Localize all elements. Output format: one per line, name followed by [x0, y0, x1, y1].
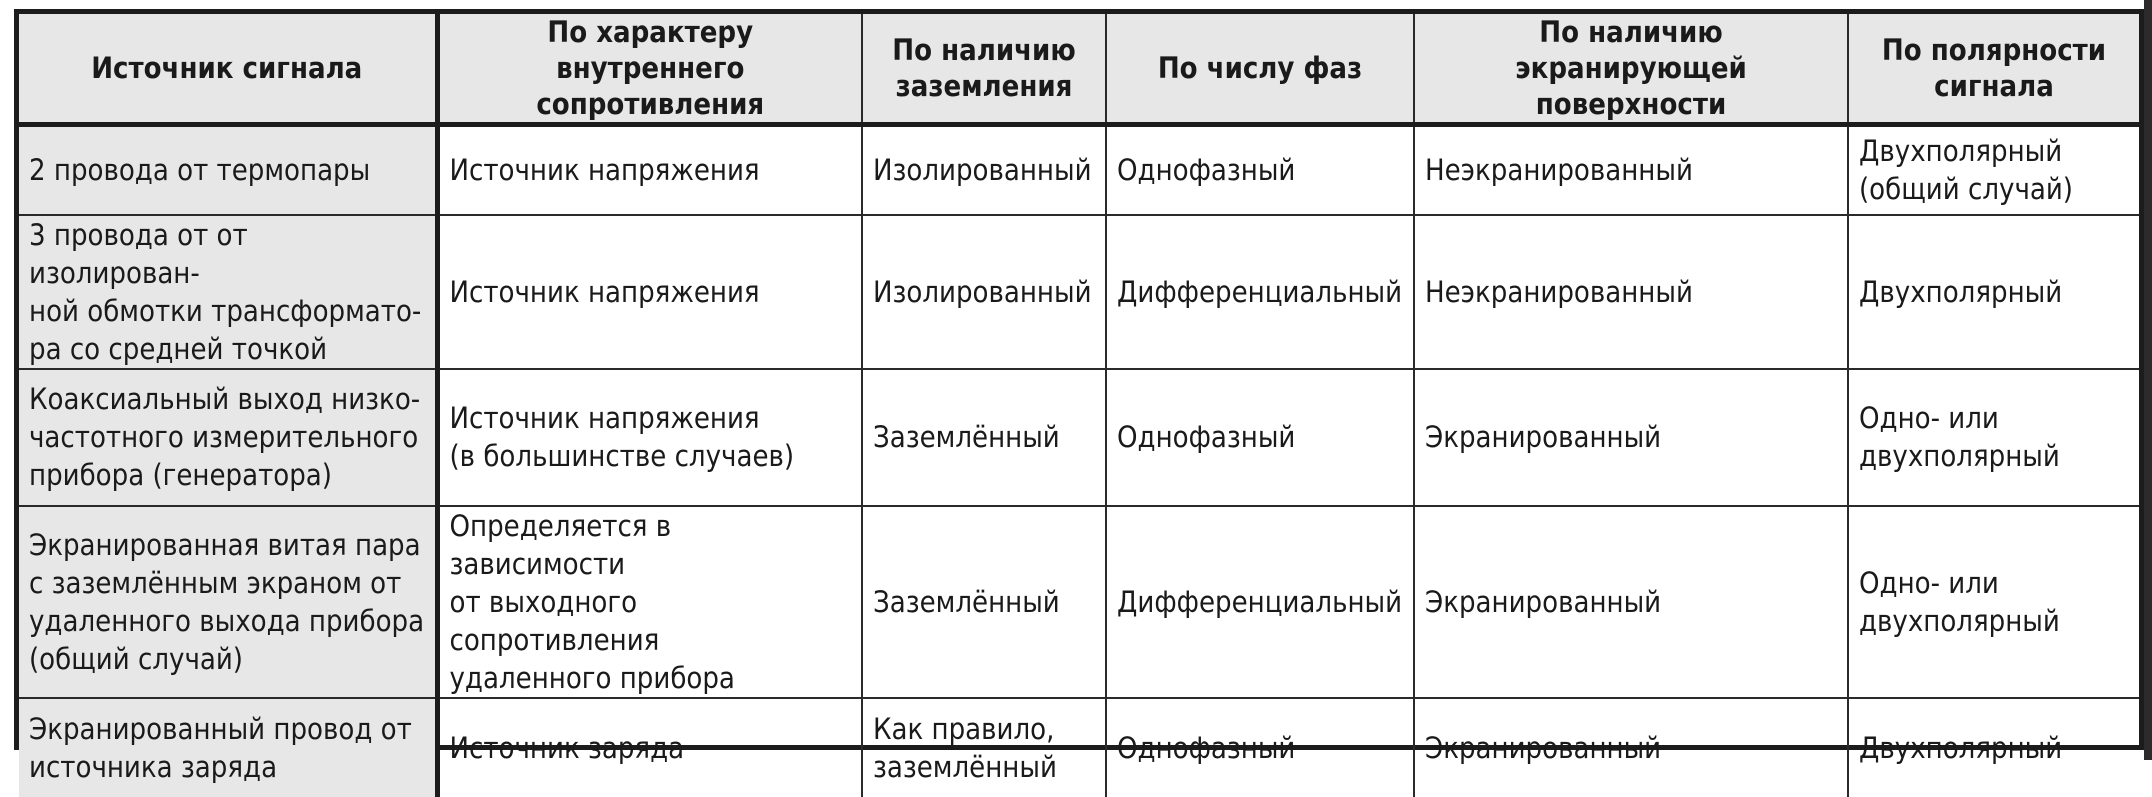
cell-polarity: Одно- или двухполярный — [1848, 369, 2139, 506]
cell-grounding: Заземлённый — [862, 506, 1106, 698]
cell-signal-source: Экранированная витая пара с заземлённым экраном от удаленного выхода прибора (общий случай) — [19, 506, 437, 698]
cell-polarity: Двухполярный (общий случай) — [1848, 125, 2139, 215]
cell-shielding: Неэкранированный — [1414, 215, 1848, 369]
table-header-row — [19, 14, 2139, 125]
cell-grounding: Изолированный — [862, 125, 1106, 215]
cell-grounding: Как правило, заземлённый — [862, 698, 1106, 797]
cell-shielding: Экранированный — [1414, 698, 1848, 797]
signal-source-table-frame — [14, 9, 2144, 784]
column-header-phase-count: По числу фаз — [1106, 14, 1414, 125]
cell-internal-resistance: Определяется в зависимости от выходного сопротивления удаленного прибора — [437, 506, 862, 698]
cell-signal-source: 3 провода от от изолирован- ной обмотки трансформато- ра со средней точкой — [19, 215, 437, 369]
table-row — [19, 506, 2139, 698]
cell-phase-count: Однофазный — [1106, 125, 1414, 215]
table-row — [19, 125, 2139, 215]
column-header-internal-resistance: По характеру внутреннего сопротивления — [437, 14, 862, 125]
column-header-polarity: По полярности сигнала — [1848, 14, 2139, 125]
table-row — [19, 369, 2139, 506]
cell-grounding: Изолированный — [862, 215, 1106, 369]
table-row — [19, 698, 2139, 797]
cell-internal-resistance: Источник напряжения — [437, 215, 862, 369]
cell-signal-source: Экранированный провод от источника заряда — [19, 698, 437, 797]
cell-shielding: Экранированный — [1414, 369, 1848, 506]
cell-internal-resistance: Источник напряжения — [437, 125, 862, 215]
cell-phase-count: Однофазный — [1106, 698, 1414, 797]
cell-shielding: Экранированный — [1414, 506, 1848, 698]
page-edge-tab — [2144, 0, 2152, 760]
column-header-grounding: По наличию заземления — [862, 14, 1106, 125]
signal-source-classification-table — [19, 14, 2139, 797]
cell-phase-count: Дифференциальный — [1106, 506, 1414, 698]
table-row — [19, 215, 2139, 369]
cell-internal-resistance: Источник заряда — [437, 698, 862, 797]
cell-phase-count: Однофазный — [1106, 369, 1414, 506]
column-header-shielding: По наличию экранирующей поверхности — [1414, 14, 1848, 125]
cell-signal-source: 2 провода от термопары — [19, 125, 437, 215]
column-header-signal-source: Источник сигнала — [19, 14, 437, 125]
cell-shielding: Неэкранированный — [1414, 125, 1848, 215]
cell-grounding: Заземлённый — [862, 369, 1106, 506]
cell-polarity: Двухполярный — [1848, 698, 2139, 797]
cell-signal-source: Коаксиальный выход низко- частотного измерительного прибора (генератора) — [19, 369, 437, 506]
cell-polarity: Одно- или двухполярный — [1848, 506, 2139, 698]
cell-polarity: Двухполярный — [1848, 215, 2139, 369]
cell-phase-count: Дифференциальный — [1106, 215, 1414, 369]
cell-internal-resistance: Источник напряжения (в большинстве случаев) — [437, 369, 862, 506]
